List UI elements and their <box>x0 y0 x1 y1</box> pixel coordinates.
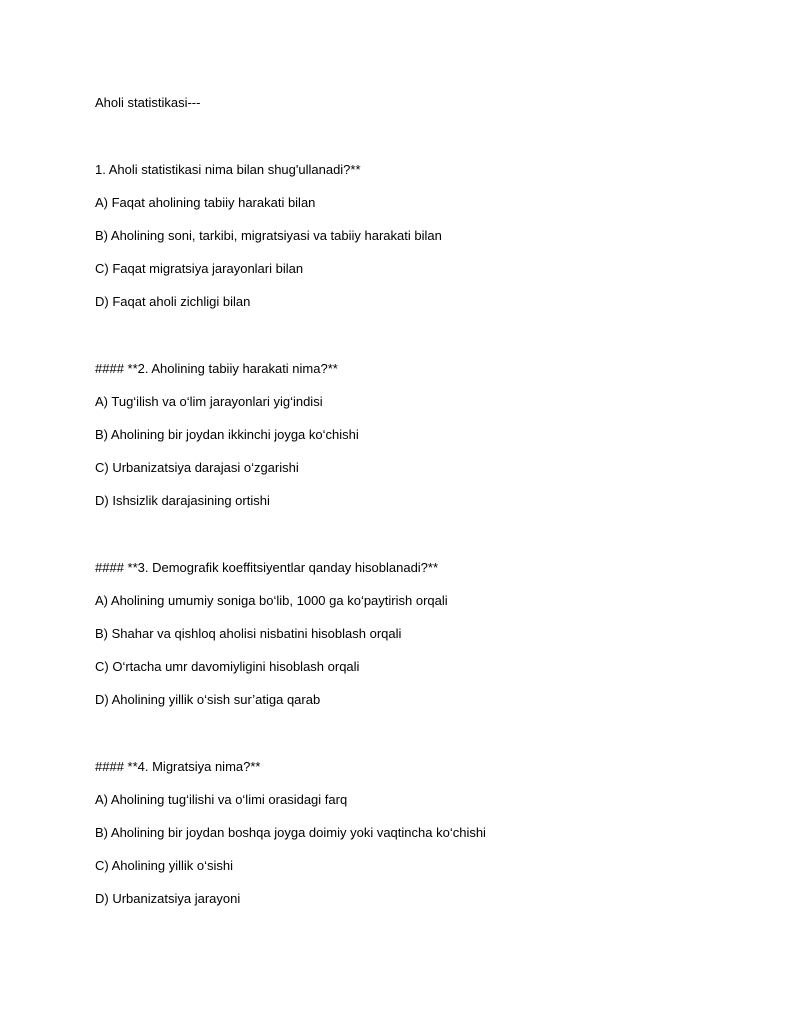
document-title: Aholi statistikasi--- <box>95 95 201 110</box>
answer-option: A) Aholining umumiy soniga bo‘lib, 1000 ga ko‘paytirish orqali <box>95 593 448 608</box>
question-block-2 <box>95 360 745 509</box>
answer-option: C) Faqat migratsiya jarayonlari bilan <box>95 261 304 276</box>
answer-option: C) Aholining yillik o‘sishi <box>95 858 233 873</box>
answer-option: C) Urbanizatsiya darajasi o‘zgarishi <box>95 460 299 475</box>
answer-option: D) Aholining yillik o‘sish sur’atiga qarab <box>95 692 321 707</box>
answer-option: B) Aholining soni, tarkibi, migratsiyasi va tabiiy harakati bilan <box>95 228 442 243</box>
answer-option: D) Urbanizatsiya jarayoni <box>95 891 241 906</box>
question-block-1 <box>95 161 745 310</box>
question-block-4 <box>95 758 745 907</box>
answer-option: C) O‘rtacha umr davomiyligini hisoblash orqali <box>95 659 360 674</box>
answer-option: B) Aholining bir joydan boshqa joyga doimiy yoki vaqtincha ko‘chishi <box>95 825 486 840</box>
answer-option: B) Shahar va qishloq aholisi nisbatini hisoblash orqali <box>95 626 402 641</box>
answer-option: A) Tug‘ilish va o‘lim jarayonlari yig‘indisi <box>95 394 323 409</box>
answer-option: A) Faqat aholining tabiiy harakati bilan <box>95 195 316 210</box>
question-text: #### **3. Demografik koeffitsiyentlar qanday hisoblanadi?** <box>95 560 439 575</box>
question-text: #### **2. Aholining tabiiy harakati nima?** <box>95 361 338 376</box>
question-text: 1. Aholi statistikasi nima bilan shug'ullanadi?** <box>95 162 361 177</box>
answer-option: D) Ishsizlik darajasining ortishi <box>95 493 270 508</box>
answer-option: B) Aholining bir joydan ikkinchi joyga ko‘chishi <box>95 427 359 442</box>
answer-option: D) Faqat aholi zichligi bilan <box>95 294 251 309</box>
question-text: #### **4. Migratsiya nima?** <box>95 759 261 774</box>
question-block-3 <box>95 559 745 708</box>
answer-option: A) Aholining tug‘ilishi va o‘limi orasidagi farq <box>95 792 348 807</box>
document-body <box>95 94 745 957</box>
